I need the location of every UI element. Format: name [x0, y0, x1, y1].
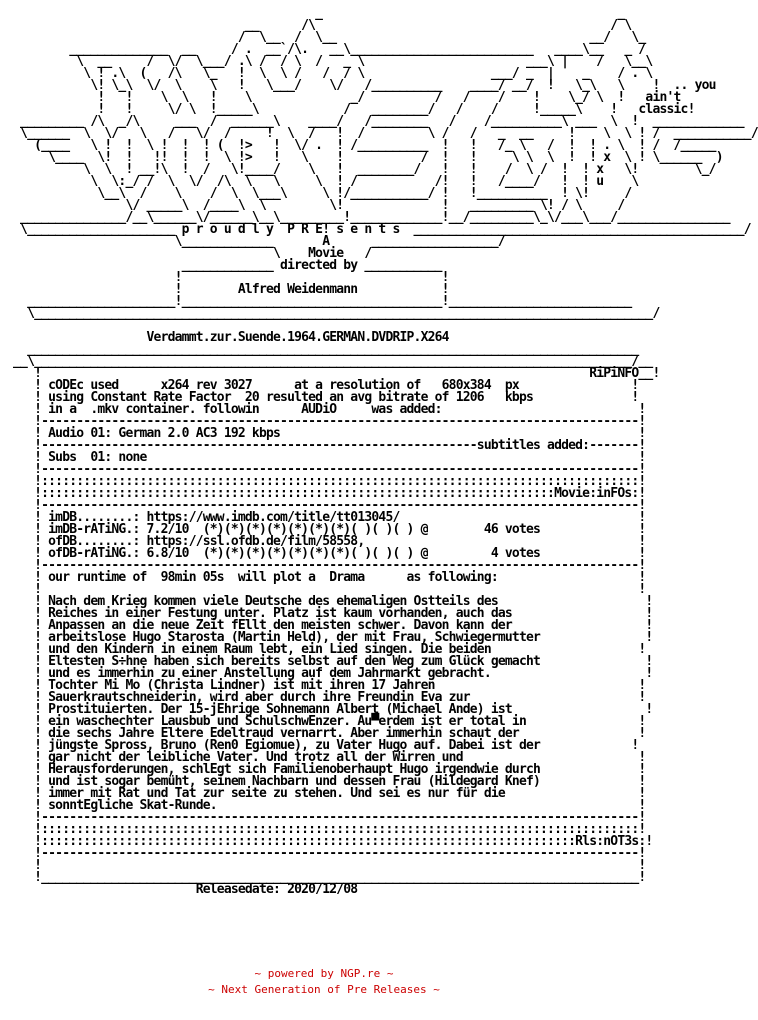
footer-tagline: ~ Next Generation of Pre Releases ~ — [208, 983, 440, 996]
footer-powered-by: ~ powered by NGP.re ~ — [254, 967, 394, 980]
footer — [0, 966, 648, 998]
nfo-ascii-document: _ _ __ /\ / \ / \__ / \__ __/ \_ ______________ __ / . __`/\. __\__________________________ ____\__ _ / \ __ / \/ \___/ .\ / / \ / _ \ ___\ | / \__\ \ ! .\ ( /\ \_ ! \ \ / / / \ ___/ _ | _ / . \ \! \_\ \/ \ \ ! \___/ \/ /__________ ____/ __/ ! \_\ \ ! .. you ! ! \ \ ! \ _/ / / / ! \_/ \ ! ain't ! ! \/ \ !_____\ / ________/ / / !_____\ ! classic! _________ /\ _/\ ___ / ______\ ____/ /________ / /__________\ ___ \ ! _____________ \______ \ \/ \ / \/ / ! \ / ! / \ / / _ __ ! \ \ ! / ___________/ (____ \ ! ! \ ! ! ! ( !> ! \/ . ! /__________ ! ! /_ \ / ! ! . \ ! / /_____ \____ \! ! !! ! ! \ !> ! \ ! / ! ! \ \ \ ! ! x \ ! \______ ) \ \ ! __!\ ! / \!____/ \ ! ________/ ! ! / \ / ! ! x \! \_/ \ \:_/ / \ \/ /\ \ \ \ ! / /! ! /____/ ! ! u \ \__\ / \ / \ \___\ \ !/___________/ ! !__________ ! \! / \/ _____\ /____\ \ \! ! _________ \! / \ / _______________/__\______\/______\__\_________!_____________!__/_________\_\/___\___/________________ \_____________________ p r o u d l y P R E! s e n t s _______________________________________________/ \_____________ A __________________/ \ Movie / _____________ directed by ___________ ! ! ! Alfred Weidenmann ! _____________________!_____________________________________!__________________________ \________________________________________________________________________________________/ Verdammt.zur.Suende.1964.GERMAN.DVDRIP.X264 _______________________________________________________________________________________ __\_____________________________________________________________________________________/__ ! RiPiNFO__! ! cODEc used x264 rev 3027 at a resolution of 680x384 px ! ! using Constant Rate Factor 20 resulted an avg bitrate of 1206 kbps ! ! in a .mkv container. followin AUDiO was added: ! !-------------------------------------------------------------------------------------! ! Audio 01: German 2.0 AC3 192 kbps ! !--------------------------------------------------------------subtitles added:-------! ! Subs 01: none ! !-------------------------------------------------------------------------------------! !:::::::::::::::::::::::::::::::::::::::::::::::::::::::::::::::::::::::::::::::::::::! !:::::::::::::::::::::::::::::::::::::::::::::::::::::::::::::::::::::::::Movie:inFOs:! !-------------------------------------------------------------------------------------! ! imDB........: https://www.imdb.com/title/tt013045/ ! ! imDB-rATiNG.: 7.2/10 (*)(*)(*)(*)(*)(*)(*)( )( )( ) @ 46 votes ! ! ofDB........: https://ssl.ofdb.de/film/58558, ! ! ofDB-rATiNG.: 6.8/10 (*)(*)(*)(*)(*)(*)(*)( )( )( ) @ 4 votes ! !-------------------------------------------------------------------------------------! ! our runtime of 98min 05s will plot a Drama as following: ! ! ! ! Nach dem Krieg kommen viele Deutsche des ehemaligen Ostteils des ! ! Reiches in einer Festung unter. Platz ist kaum vorhanden, auch das ! ! Anpassen an die neue Zeit fEllt den meisten schwer. Davon kann der ! ! arbeitslose Hugo Starosta (Martin Held), der mit Frau, Schwiegermutter ! ! und den Kindern in einem Raum lebt, ein Lied singen. Die beiden ! ! Eltesten S÷hne haben sich bereits selbst auf den Weg zum Glück gemacht ! ! und es immerhin zu einer Anstellung auf dem Jahrmarkt gebracht. ! ! Tochter Mi Mo (Christa Lindner) ist mit ihren 17 Jahren ! ! Sauerkrautschneiderin, wird aber durch ihre Freundin Eva zur ! ! Prostituierten. Der 15-jEhrige Sohnemann Albert (Michael Ande) ist ! ! ein waschechter Lausbub und SchulschwEnzer. Au▀erdem ist er total in ! ! die sechs Jahre Eltere Edeltraud vernarrt. Aber immerhin schaut der ! ! jüngste Spross, Bruno (Ren0 Egiomue), zu Vater Hugo auf. Dabei ist der ! ! gar nicht der leibliche Vater. Und trotz all der Wirren und ! ! Herausforderungen, schlEgt sich Familienoberhaupt Hugo irgendwie durch ! ! und ist sogar bemüht, seinem Nachbarn und dessen Frau (Hildegard Knef) ! ! immer mit Rat und Tat zur seite zu stehen. Und sei es nur für die ! ! sonntEgliche Skat-Runde. ! !-------------------------------------------------------------------------------------! !:::::::::::::::::::::::::::::::::::::::::::::::::::::::::::::::::::::::::::::::::::::! !::::::::::::::::::::::::::::::::::::::::::::::::::::::::::::::::::::::::::::Rls:nOT3s:! !-------------------------------------------------------------------------------------! ! ! !_____________________________________________________________________________________! Releasedate: 2020/12/08 — [13, 6, 758, 897]
